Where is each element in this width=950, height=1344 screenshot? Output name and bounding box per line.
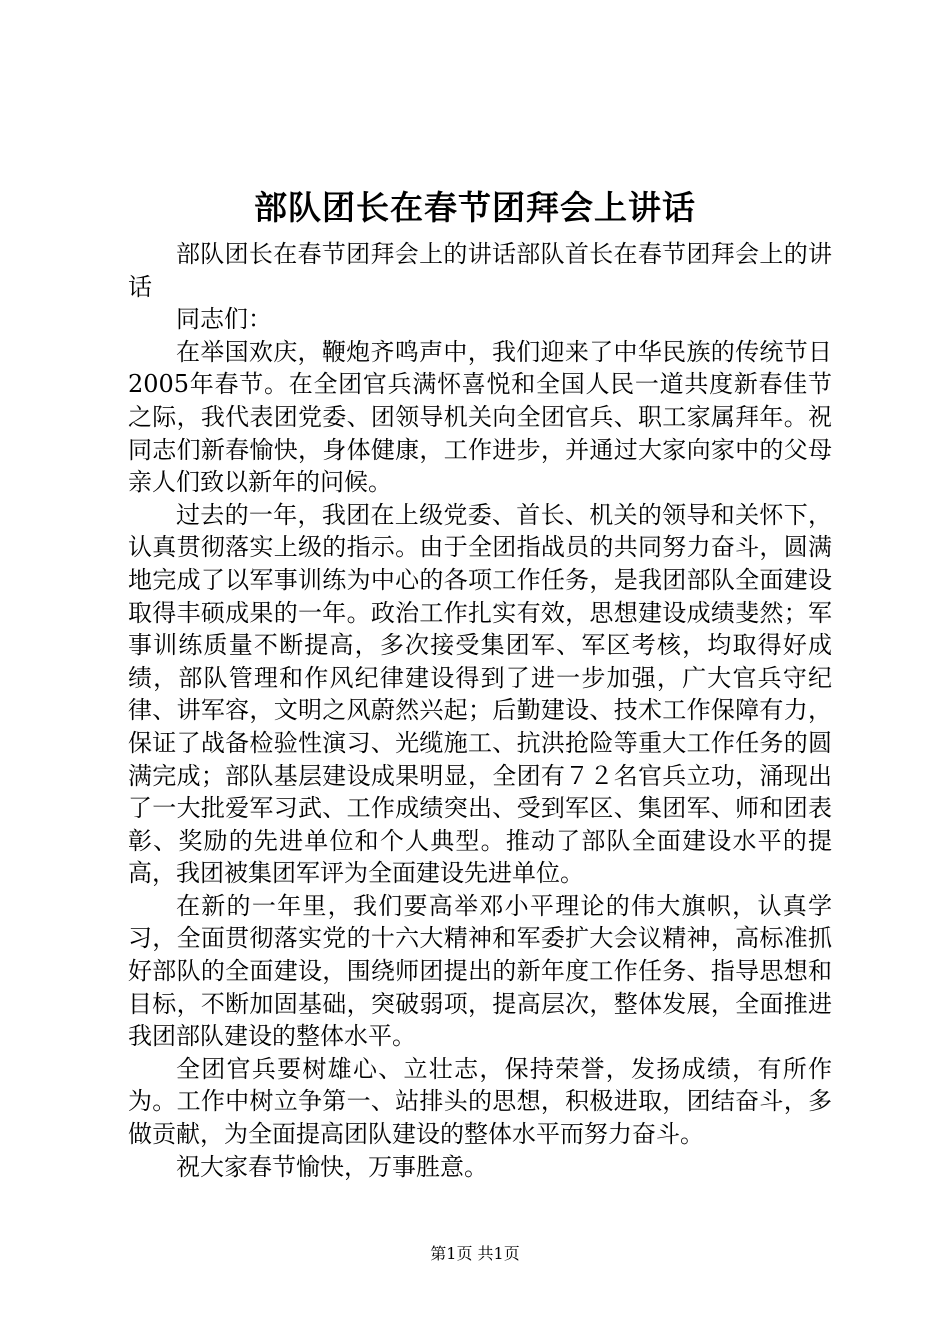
paragraph: 在举国欢庆，鞭炮齐鸣声中，我们迎来了中华民族的传统节日2005年春节。在全团官兵满怀喜悦和全国人民一道共度新春佳节之际，我代表团党委、团领导机关向全团官兵、职工家属拜年。祝同志们新春愉快，身体健康，工作进步，并通过大家向家中的父母亲人们致以新年的问候。 [128,337,832,497]
page-number-footer: 第1页 共1页 [430,1244,520,1263]
document-title: 部队团长在春节团拜会上讲话 [254,188,696,227]
paragraph: 祝大家春节愉快，万事胜意。 [176,1152,488,1181]
document-body [128,238,832,1183]
paragraph: 过去的一年，我团在上级党委、首长、机关的领导和关怀下，认真贯彻落实上级的指示。由于全团指战员的共同努力奋斗，圆满地完成了以军事训练为中心的各项工作任务，是我团部队全面建设取得丰硕成果的一年。政治工作扎实有效，思想建设成绩斐然；军事训练质量不断提高，多次接受集团军、军区考核，均取得好成绩，部队管理和作风纪律建设得到了进一步加强，广大官兵守纪律、讲军容，文明之风蔚然兴起；后勤建设、技术工作保障有力，保证了战备检验性演习、光缆施工、抗洪抢险等重大工作任务的圆满完成；部队基层建设成果明显，全团有７２名官兵立功，涌现出了一大批爱军习武、工作成绩突出、受到军区、集团军、师和团表彰、奖励的先进单位和个人典型。推动了部队全面建设水平的提高，我团被集团军评为全面建设先进单位。 [128,500,832,888]
paragraph: 同志们： [176,305,272,334]
paragraph: 全团官兵要树雄心、立壮志，保持荣誉，发扬成绩，有所作为。工作中树立争第一、站排头的思想，积极进取，团结奋斗，多做贡献，为全面提高团队建设的整体水平而努力奋斗。 [128,1054,832,1149]
paragraph: 在新的一年里，我们要高举邓小平理论的伟大旗帜，认真学习，全面贯彻落实党的十六大精神和军委扩大会议精神，高标准抓好部队的全面建设，围绕师团提出的新年度工作任务、指导思想和目标，不断加固基础，突破弱项，提高层次，整体发展，全面推进我团部队建设的整体水平。 [128,891,832,1051]
paragraph: 部队团长在春节团拜会上的讲话部队首长在春节团拜会上的讲话 [128,240,832,301]
